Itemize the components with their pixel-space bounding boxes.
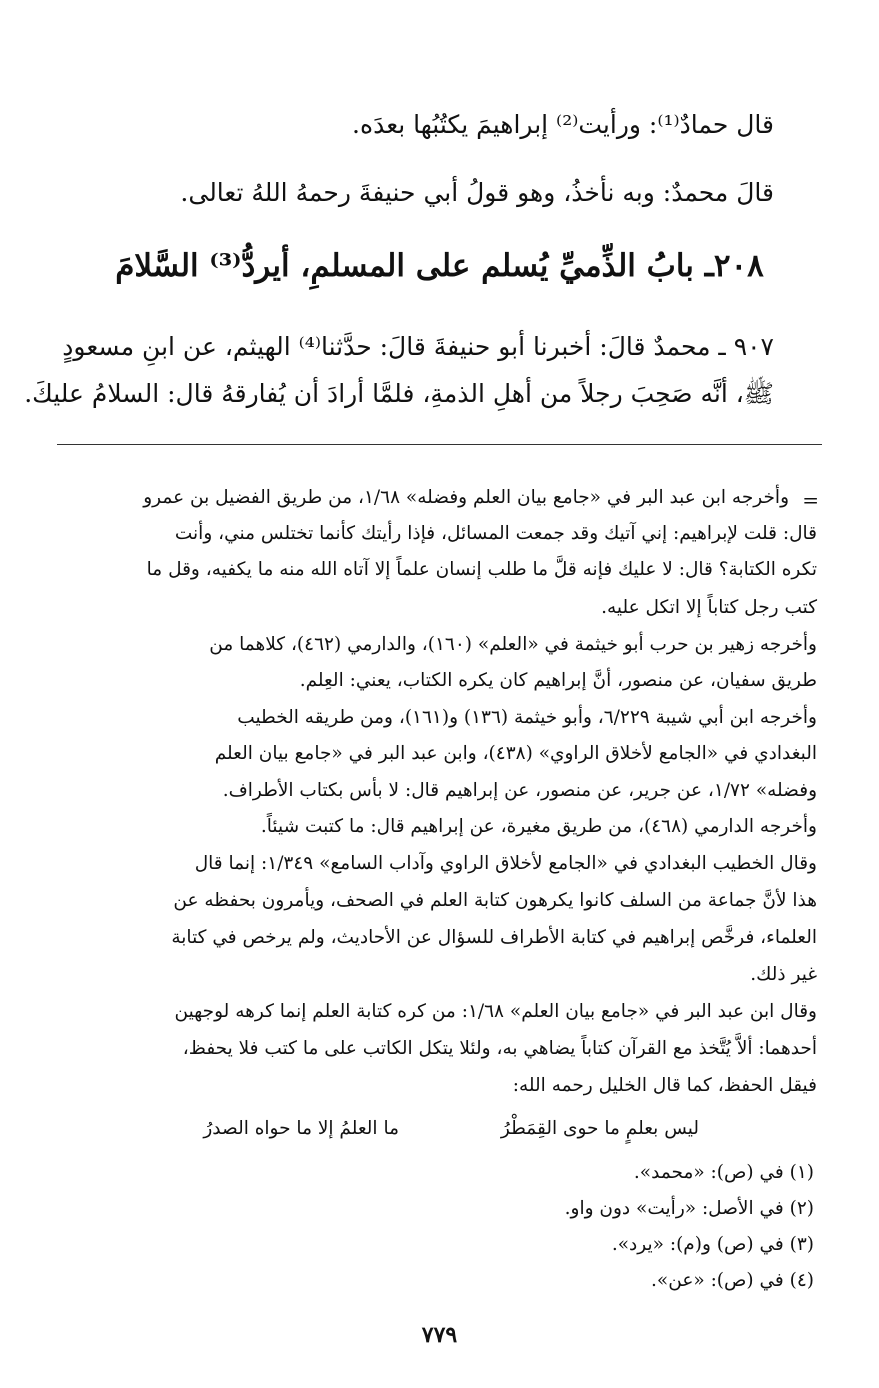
commentary-line: وأخرجه ابن عبد البر في «جامع بيان العلم وفضله» ١/٦٨، من طريق الفضيل بن عمرو (143, 487, 789, 508)
page-number: ٧٧٩ (421, 1322, 458, 1348)
commentary-line: وأخرجه زهير بن حرب أبو خيثمة في «العلم» (١٦٠)، والدارمي (٤٦٢)، كلاهما من (209, 634, 817, 655)
footnote-2: (٢) في الأصل: «رأيت» دون واو. (564, 1198, 814, 1219)
commentary-line: البغدادي في «الجامع لأخلاق الراوي» (٤٣٨)، وابن عبد البر في «جامع بيان العلم (214, 743, 817, 764)
main-text-line-2: قالَ محمدٌ: وبه نأخذُ، وهو قولُ أبي حنيفةَ رحمهُ اللهُ تعالى. (180, 178, 774, 207)
commentary-line: وقال الخطيب البغدادي في «الجامع لأخلاق الراوي وآداب السامع» ١/٣٤٩: إنما قال (194, 853, 817, 874)
hadith-line-2: ﷺ، أنَّه صَحِبَ رجلاً من أهلِ الذمةِ، فلمَّا أرادَ أن يُفارقهُ قال: السلامُ عليكَ. (24, 379, 774, 408)
footnote-1: (١) في (ص): «محمد». (633, 1162, 814, 1183)
commentary-line: كتب رجل كتاباً إلا اتكل عليه. (601, 597, 817, 618)
commentary-line: غير ذلك. (750, 964, 817, 985)
continuation-mark: = (802, 488, 819, 512)
commentary-line: تكره الكتابة؟ قال: لا عليك فإنه قلَّ ما طلب إنسان علماً إلا آتاه الله منه ما يكفيه، وقل ما (146, 559, 817, 580)
commentary-line: وأخرجه ابن أبي شيبة ٦/٢٢٩، وأبو خيثمة (١٣٦) و(١٦١)، ومن طريقه الخطيب (237, 707, 817, 728)
footnote-3: (٣) في (ص) و(م): «يرد». (611, 1234, 814, 1255)
poem-hemistich-1: ليس بعلمٍ ما حوى القِمَطْرُ (500, 1118, 699, 1139)
commentary-line: فيقل الحفظ، كما قال الخليل رحمه الله: (512, 1075, 817, 1096)
poem-hemistich-2: ما العلمُ إلا ما حواه الصدرُ (203, 1118, 399, 1139)
hadith-line-1: ٩٠٧ ـ محمدٌ قالَ: أخبرنا أبو حنيفةَ قالَ: حدَّثنا⁽⁴⁾ الهيثم، عن ابنِ مسعودٍ (62, 332, 774, 361)
commentary-line: العلماء، فرخَّص إبراهيم في كتابة الأطراف للسؤال عن الأحاديث، ولم يرخص في كتابة (171, 927, 817, 948)
commentary-line: وقال ابن عبد البر في «جامع بيان العلم» ١/٦٨: من كره كتابة العلم إنما كرهه لوجهين (174, 1001, 817, 1022)
footnote-separator (57, 444, 822, 445)
commentary-line: طريق سفيان، عن منصور، أنَّ إبراهيم كان يكره الكتاب، يعني: العِلم. (299, 670, 817, 691)
commentary-line: وفضله» ١/٧٢، عن جرير، عن منصور، عن إبراهيم قال: لا بأس بكتاب الأطراف. (222, 780, 817, 801)
footnote-4: (٤) في (ص): «عن». (651, 1270, 814, 1291)
commentary-line: قال: قلت لإبراهيم: إني آتيك وقد جمعت المسائل، فإذا رأيتك كأنما تختلس مني، وأنت (174, 523, 817, 544)
chapter-heading: ٢٠٨ـ بابُ الذِّميِّ يُسلم على المسلمِ، أيردُّ⁽³⁾ السَّلامَ (115, 248, 764, 284)
poem-verse (0, 1118, 879, 1154)
commentary-line: هذا لأنَّ جماعة من السلف كانوا يكرهون كتابة العلم في الصحف، ويأمرون بحفظه عن (173, 890, 817, 911)
main-text-line-1: قال حمادٌ⁽¹⁾: ورأيت⁽²⁾ إبراهيمَ يكتُبُها بعدَه. (352, 110, 774, 139)
commentary-line: أحدهما: ألاَّ يُتَّخذ مع القرآن كتاباً يضاهي به، ولئلا يتكل الكاتب على ما كتب فلا يحفظ، (182, 1038, 817, 1059)
commentary-line: وأخرجه الدارمي (٤٦٨)، من طريق مغيرة، عن إبراهيم قال: ما كتبت شيئاً. (260, 816, 817, 837)
